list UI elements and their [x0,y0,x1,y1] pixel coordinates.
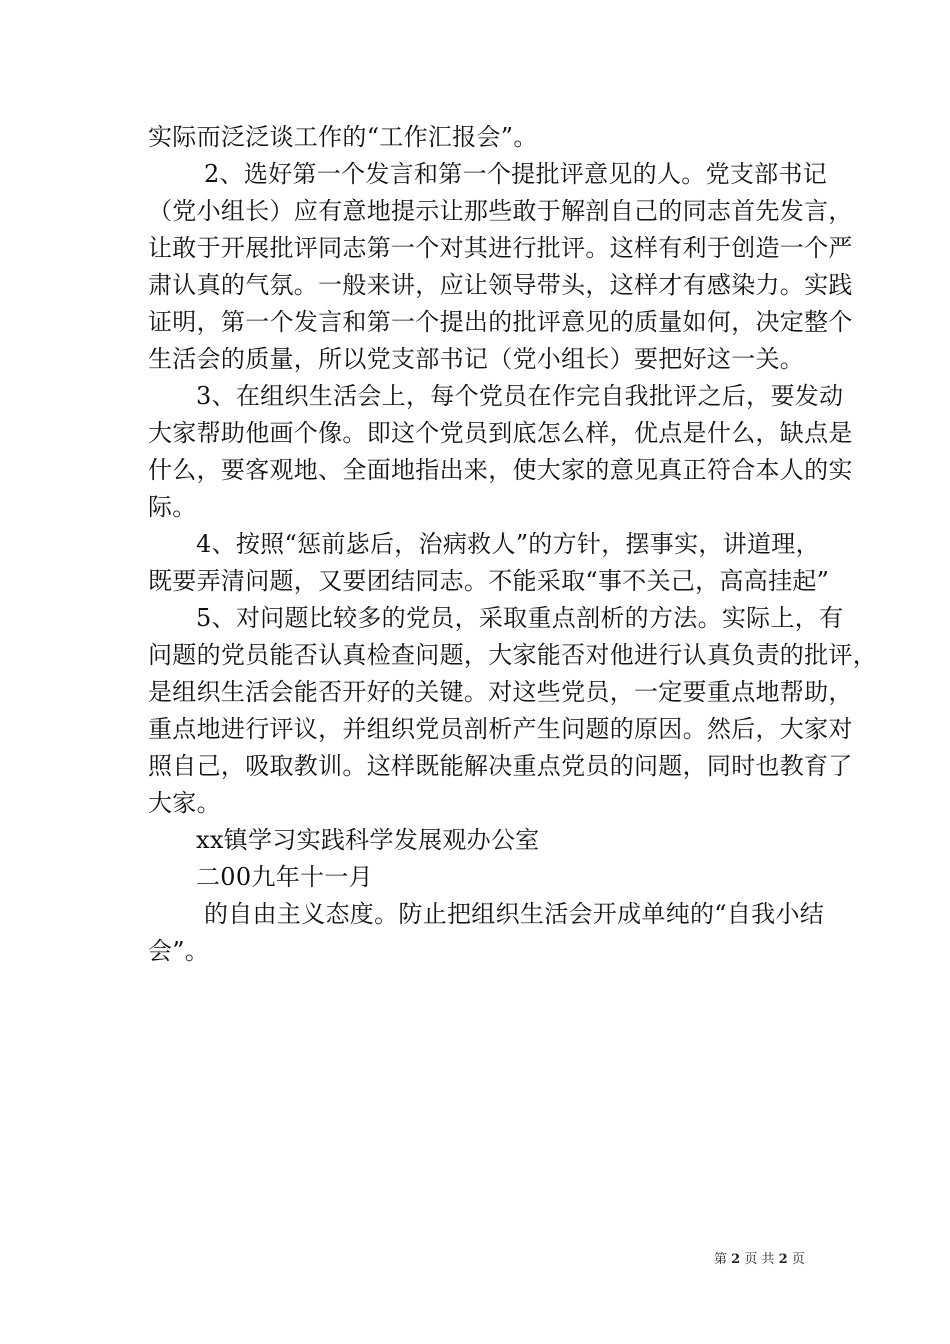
text-line: 实际而泛泛谈工作的“工作汇报会”。 [148,123,538,151]
footer-suffix: 页 [791,1252,805,1267]
signature-date: 二00九年十一月 [196,863,373,891]
text-line: 大家帮助他画个像。即这个党员到底怎么样，优点是什么，缺点是 [148,419,853,447]
text-line: 证明，第一个发言和第一个提出的批评意见的质量如何，决定整个 [148,308,853,336]
text-line: 5、对问题比较多的党员，采取重点剖析的方法。实际上，有 [196,604,844,632]
text-line: 2、选好第一个发言和第一个提批评意见的人。党支部书记 [204,160,828,188]
text-line: 照自己，吸取教训。这样既能解决重点党员的问题，同时也教育了 [148,752,853,780]
page-footer [714,1251,805,1269]
text-line: 既要弄清问题，又要团结同志。不能采取“事不关己，高高挂起” [148,567,830,595]
footer-middle: 页 共 [744,1252,775,1267]
footer-page-number: 2 [731,1252,741,1267]
text-line: 让敢于开展批评同志第一个对其进行批评。这样有利于创造一个严 [148,234,853,262]
text-line: 问题的党员能否认真检查问题，大家能否对他进行认真负责的批评， [148,641,877,669]
text-line: 际。 [148,493,197,521]
text-line: 的自由主义态度。防止把组织生活会开成单纯的“自我小结 [204,900,825,928]
text-line: 是组织生活会能否开好的关键。对这些党员，一定要重点地帮助， [148,678,853,706]
text-line: 会”。 [148,937,210,965]
text-line: 大家。 [148,789,221,817]
text-line: 3、在组织生活会上，每个党员在作完自我批评之后，要发动 [196,382,844,410]
footer-prefix: 第 [714,1252,728,1267]
signature-office: xx镇学习实践科学发展观办公室 [196,826,540,854]
text-line: 4、按照“惩前毖后，治病救人”的方针，摆事实，讲道理， [196,530,820,558]
text-line: 生活会的质量，所以党支部书记（党小组长）要把好这一关。 [148,345,805,373]
text-line: 重点地进行评议，并组织党员剖析产生问题的原因。然后，大家对 [148,715,853,743]
text-line: 什么，要客观地、全面地指出来，使大家的意见真正符合本人的实 [148,456,853,484]
footer-total-pages: 2 [778,1252,788,1267]
text-line: 肃认真的气氛。一般来讲，应让领导带头，这样才有感染力。实践 [148,271,853,299]
text-line: （党小组长）应有意地提示让那些敢于解剖自己的同志首先发言， [148,197,853,225]
